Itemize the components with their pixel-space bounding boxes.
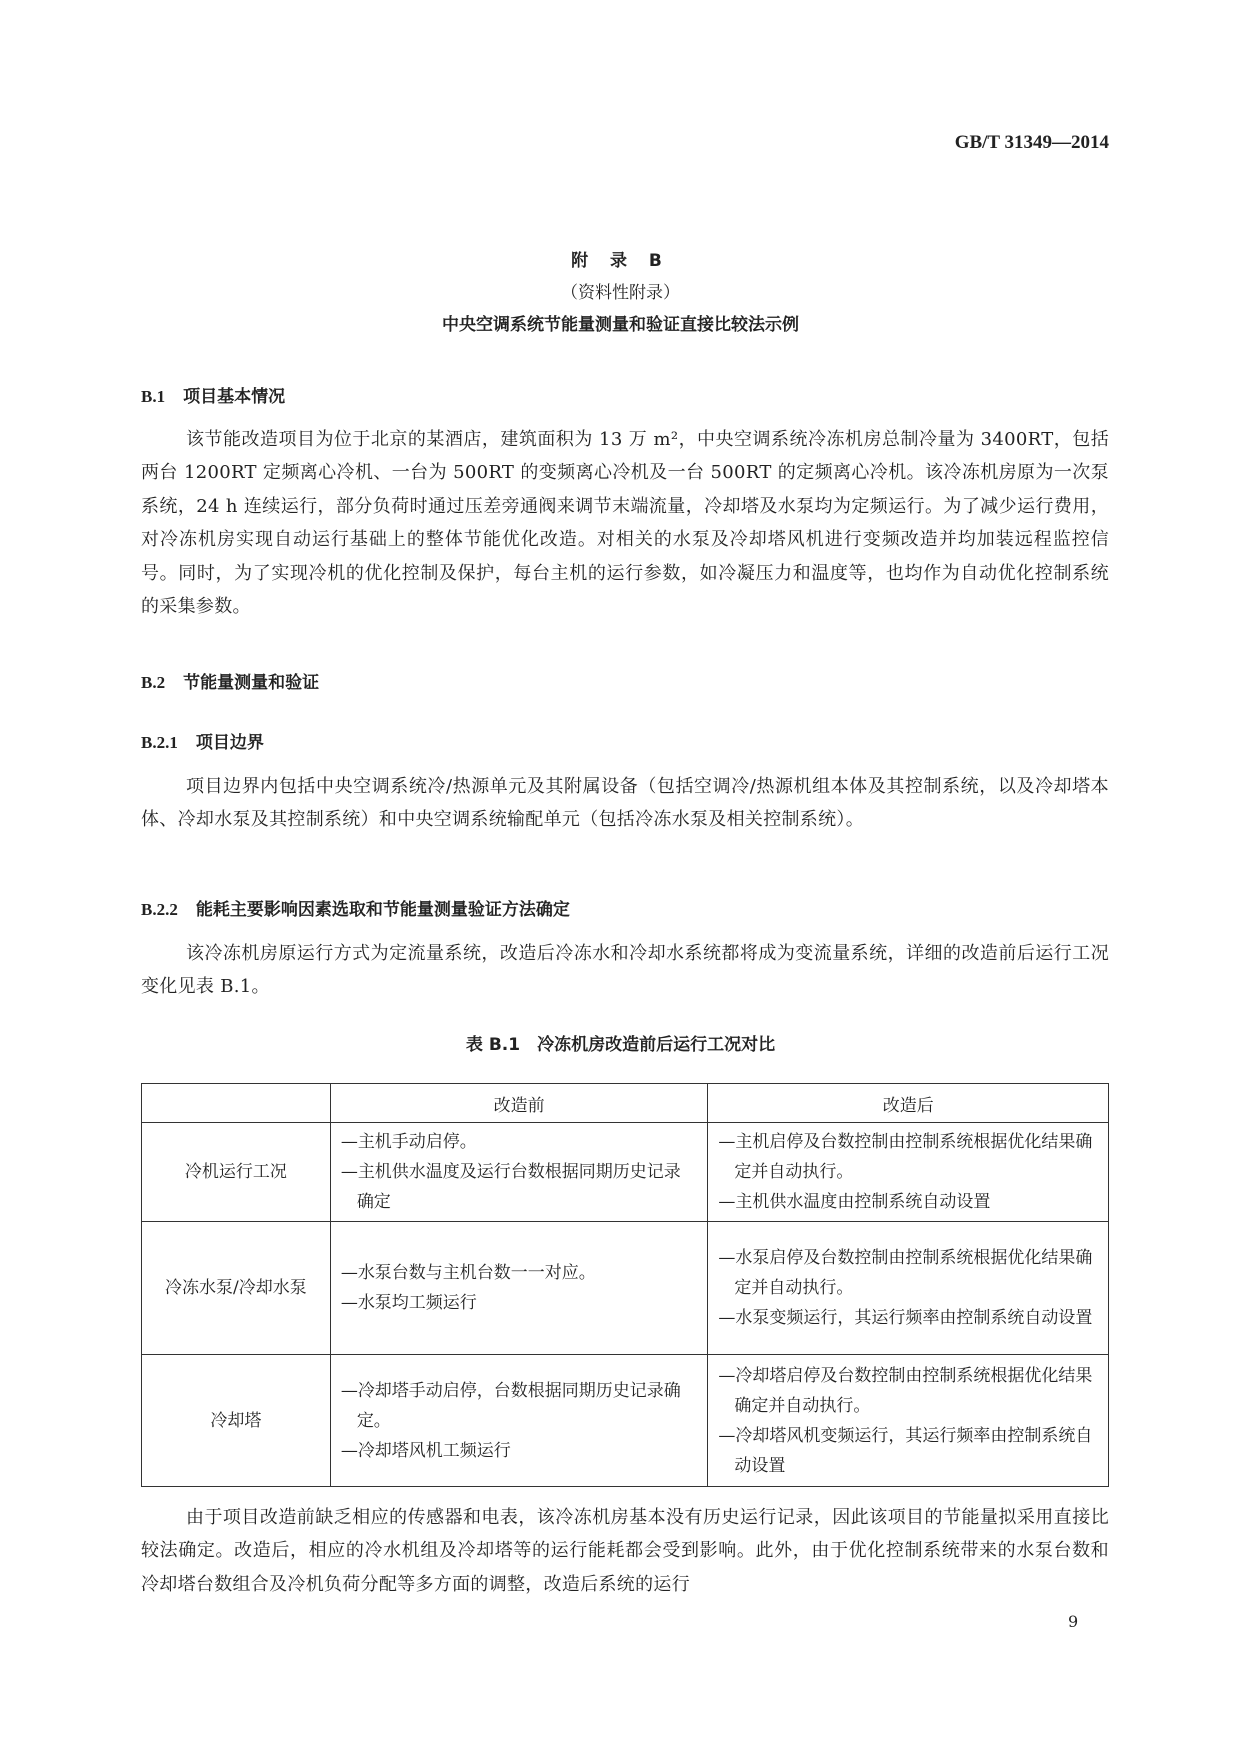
cell-item: —主机供水温度由控制系统自动设置 bbox=[718, 1192, 991, 1212]
section-title: 项目边界 bbox=[195, 733, 264, 753]
section-number: B.2 bbox=[141, 673, 166, 692]
cell-item: —水泵均工频运行 bbox=[340, 1293, 477, 1313]
table-row bbox=[142, 1123, 1109, 1222]
appendix-subtitle: 中央空调系统节能量测量和验证直接比较法示例 bbox=[442, 315, 799, 335]
section-b22-text: 该冷冻机房原运行方式为定流量系统，改造后冷冻水和冷却水系统都将成为变流量系统，详细的改造前后运行工况变化见表 B.1。 bbox=[141, 943, 1109, 998]
section-number: B.2.1 bbox=[141, 733, 178, 752]
appendix-type: （资料性附录） bbox=[561, 283, 680, 303]
after-cell bbox=[708, 1123, 1109, 1222]
header-cell bbox=[142, 1084, 331, 1123]
cell-item: —水泵启停及台数控制由控制系统根据优化结果确定并自动执行。 bbox=[718, 1248, 1093, 1298]
cell-item: —主机手动启停。 bbox=[340, 1132, 477, 1152]
section-b22-heading bbox=[141, 895, 570, 920]
page-number: 9 bbox=[1068, 1612, 1079, 1631]
comparison-table bbox=[141, 1083, 1109, 1487]
row-label: 冷冻水泵/冷却水泵 bbox=[142, 1222, 331, 1355]
row-label: 冷机运行工况 bbox=[142, 1123, 331, 1222]
appendix-title: 附 录 B bbox=[571, 251, 670, 271]
section-b1-heading bbox=[141, 382, 285, 407]
section-b1-text: 该节能改造项目为位于北京的某酒店，建筑面积为 13 万 m²，中央空调系统冷冻机房总制冷量为 3400RT，包括两台 1200RT 定频离心冷机、一台为 500RT 的变频离心冷机及一台 500RT 的定频离心冷机。该冷冻机房原为一次泵系统，24 h 连续运行，部分负荷时通过压差旁通阀来调节末端流量，冷却塔及水泵均为定频运行。为了减少运行费用，对冷冻机房实现自动运行基础上的整体节能优化改造。对相关的水泵及冷却塔风机进行变频改造并均加装远程监控信号。同时，为了实现冷机的优化控制及保护，每台主机的运行参数，如冷凝压力和温度等，也均作为自动优化控制系统的采集参数。 bbox=[141, 429, 1109, 618]
before-cell bbox=[330, 1222, 708, 1355]
table-header-row bbox=[142, 1084, 1109, 1123]
closing-paragraph: 由于项目改造前缺乏相应的传感器和电表，该冷冻机房基本没有历史运行记录，因此该项目的节能量拟采用直接比较法确定。改造后，相应的冷水机组及冷却塔等的运行能耗都会受到影响。此外，由于优化控制系统带来的水泵台数和冷却塔台数组合及冷机负荷分配等多方面的调整，改造后系统的运行 bbox=[141, 1507, 1109, 1595]
table-row bbox=[142, 1222, 1109, 1355]
section-b21-text: 项目边界内包括中央空调系统冷/热源单元及其附属设备（包括空调冷/热源机组本体及其控制系统，以及冷却塔本体、冷却水泵及其控制系统）和中央空调系统输配单元（包括冷冻水泵及相关控制系统）。 bbox=[141, 776, 1109, 831]
cell-item: —冷却塔手动启停，台数根据同期历史记录确定。 bbox=[340, 1380, 681, 1431]
before-cell bbox=[330, 1123, 708, 1222]
before-cell bbox=[330, 1355, 708, 1487]
after-cell bbox=[708, 1355, 1109, 1487]
cell-item: —水泵台数与主机台数一一对应。 bbox=[340, 1263, 596, 1283]
section-number: B.1 bbox=[141, 387, 166, 406]
section-b2-heading bbox=[141, 668, 319, 693]
section-b21-heading bbox=[141, 728, 264, 753]
section-title: 能耗主要影响因素选取和节能量测量验证方法确定 bbox=[195, 900, 570, 920]
table-row bbox=[142, 1355, 1109, 1487]
cell-item: —冷却塔启停及台数控制由控制系统根据优化结果确定并自动执行。 bbox=[718, 1365, 1093, 1416]
cell-item: —主机启停及台数控制由控制系统根据优化结果确定并自动执行。 bbox=[718, 1132, 1093, 1182]
section-number: B.2.2 bbox=[141, 900, 178, 919]
header-cell: 改造后 bbox=[708, 1084, 1109, 1123]
cell-item: —主机供水温度及运行台数根据同期历史记录确定 bbox=[340, 1162, 681, 1212]
cell-item: —水泵变频运行，其运行频率由控制系统自动设置 bbox=[718, 1308, 1093, 1328]
cell-item: —冷却塔风机工频运行 bbox=[340, 1440, 511, 1461]
section-title: 项目基本情况 bbox=[183, 387, 286, 407]
section-title: 节能量测量和验证 bbox=[183, 673, 320, 693]
after-cell bbox=[708, 1222, 1109, 1355]
header-cell: 改造前 bbox=[330, 1084, 708, 1123]
cell-item: —冷却塔风机变频运行，其运行频率由控制系统自动设置 bbox=[718, 1425, 1093, 1476]
table-caption: 表 B.1 冷冻机房改造前后运行工况对比 bbox=[465, 1035, 776, 1055]
row-label: 冷却塔 bbox=[142, 1355, 331, 1487]
standard-number: GB/T 31349—2014 bbox=[954, 132, 1109, 153]
